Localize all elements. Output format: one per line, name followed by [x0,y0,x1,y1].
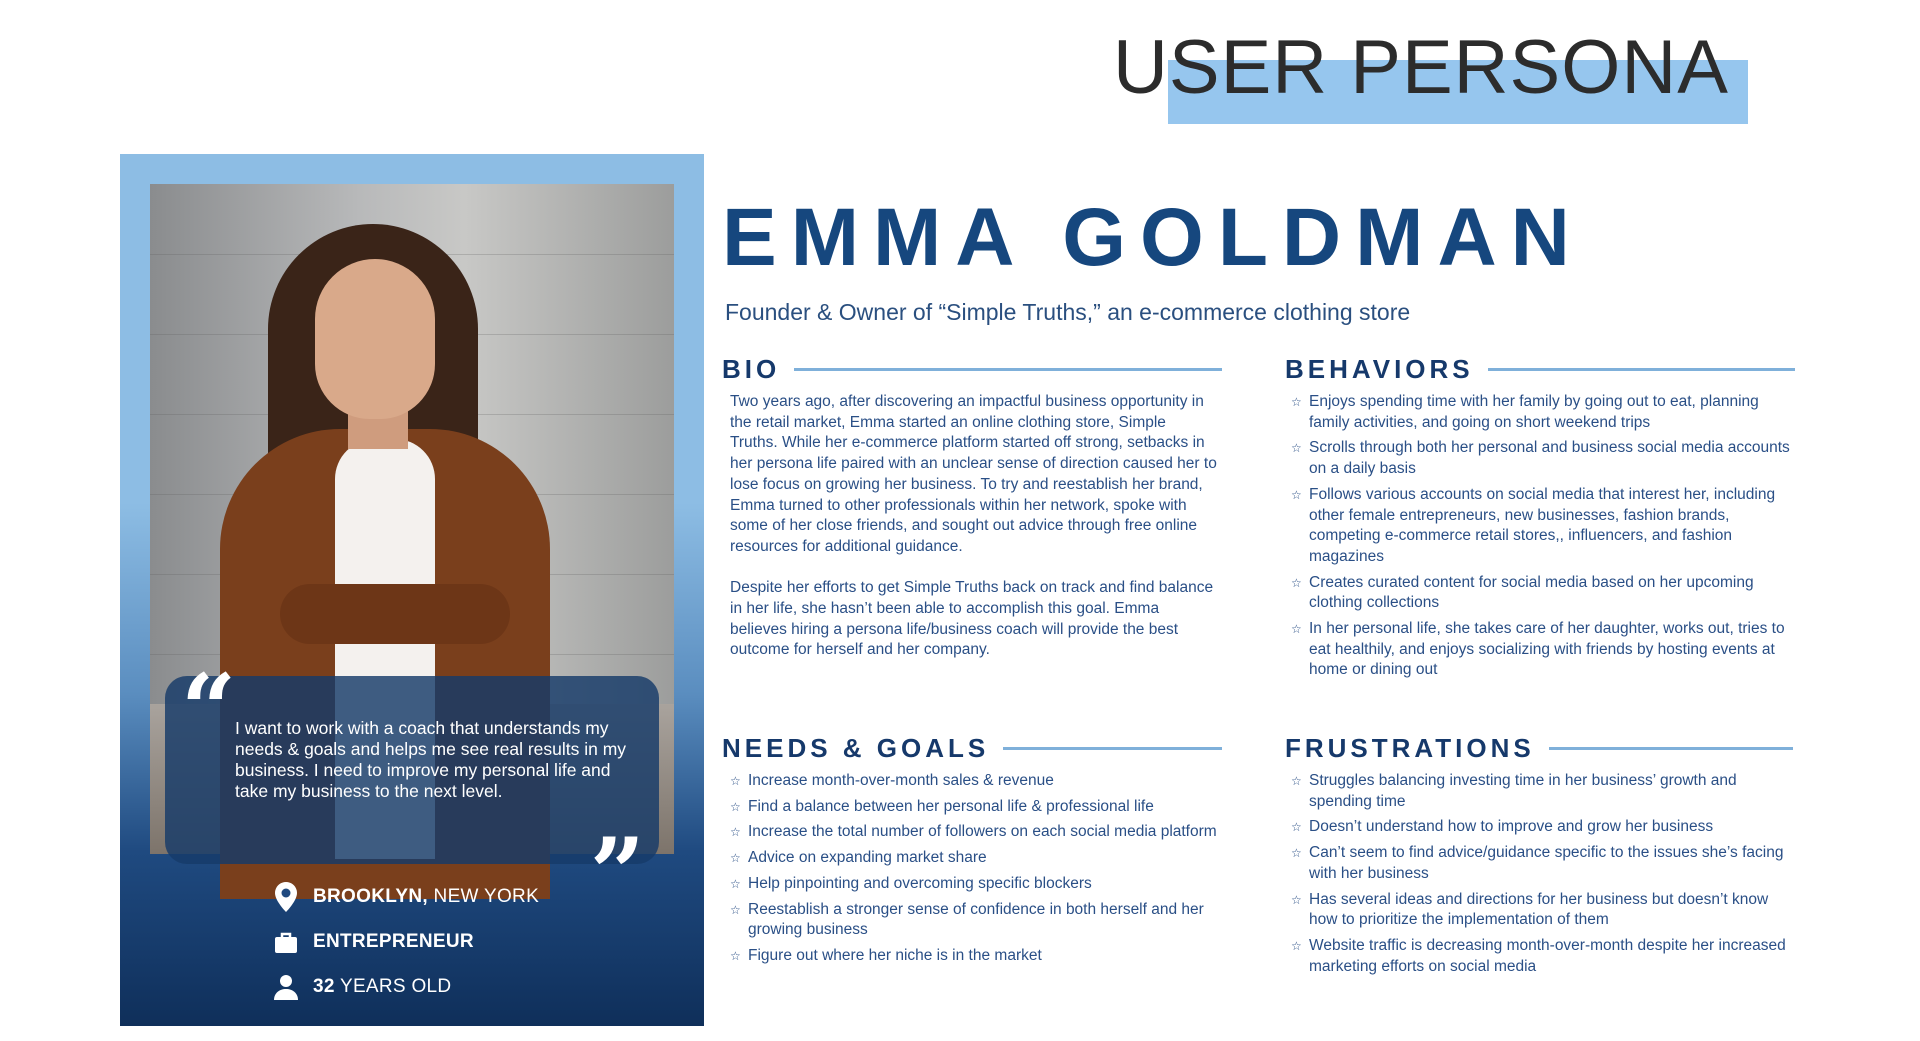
needs-goal-item: ☆ Figure out where her niche is in the market [730,946,1222,967]
persona-quote: I want to work with a coach that understands my needs & goals and helps me see real results in my business. I need to improve my personal life and take my business to the next level. [235,718,627,801]
title-area [1113,26,1733,126]
bio-paragraph: Two years ago, after discovering an impactful business opportunity in the retail market, Emma started an online clothing store, Simple Truths. While her e-commerce platform started off strong, setbacks in her persona life paired with an unclear sense of direction caused her to lose focus on growing her business. To try and reestablish her brand, Emma turned to other professionals within her network, spoke with some of her close friends, and sought out advice through free online resources for additional guidance. [730,393,1217,555]
location-pin-icon [273,882,299,912]
persona-subtitle: Founder & Owner of “Simple Truths,” an e-commerce clothing store [725,299,1411,325]
occupation-row [273,919,673,964]
occupation: ENTREPRENEUR [313,930,474,952]
needs-goals-divider [1003,747,1222,750]
persona-info-list [273,874,673,1009]
age-row [273,964,673,1009]
needs-goal-item: ☆ Advice on expanding market share [730,848,1222,869]
behaviors-section [1285,352,1795,686]
behaviors-heading: BEHAVIORS [1285,353,1474,384]
needs-goal-item: ☆ Find a balance between her personal life & professional life [730,797,1222,818]
page-title: USER PERSONA [1113,25,1729,110]
behavior-item: ☆ Scrolls through both her personal and business social media accounts on a daily basis [1291,438,1795,479]
needs-goal-item: ☆ Help pinpointing and overcoming specific blockers [730,874,1222,895]
location-row [273,874,673,919]
frustration-item: ☆ Doesn’t understand how to improve and grow her business [1291,817,1793,838]
age-label: YEARS OLD [334,975,452,997]
frustration-item: ☆ Can’t seem to find advice/guidance specific to the issues she’s facing with her business [1291,843,1793,884]
frustration-item: ☆ Has several ideas and directions for her business but doesn’t know how to prioritize the implementation of them [1291,890,1793,931]
briefcase-icon [273,927,299,957]
open-quote-icon: “ [181,653,237,766]
location-state: NEW YORK [427,885,540,907]
frustration-item: ☆ Struggles balancing investing time in her business’ growth and spending time [1291,771,1793,812]
person-icon [273,972,299,1002]
bio-heading: BIO [722,353,781,384]
behaviors-divider [1488,368,1795,371]
needs-goals-heading: NEEDS & GOALS [722,732,990,763]
frustrations-section [1285,731,1793,982]
needs-goal-item: ☆ Increase the total number of followers on each social media platform [730,822,1222,843]
frustrations-heading: FRUSTRATIONS [1285,732,1535,763]
bio-section [722,352,1222,682]
age-number: 32 [313,975,335,997]
bio-divider [794,368,1222,371]
persona-name: EMMA GOLDMAN [722,192,1584,283]
bio-paragraph: Despite her efforts to get Simple Truths back on track and find balance in her life, she hasn’t been able to accomplish this goal. Emma believes hiring a persona life/business coach will provide the best outcome for herself and her company. [730,579,1214,659]
behavior-item: ☆ Follows various accounts on social media that interest her, including other female entrepreneurs, new businesses, fashion brands, competing e-commerce retail stores,, influencers, and fashion magazines [1291,485,1795,568]
close-quote-icon: ” [589,817,645,930]
behavior-item: ☆ Enjoys spending time with her family by going out to eat, planning family activities, and going on short weekend trips [1291,392,1795,433]
frustrations-divider [1549,747,1793,750]
behavior-item: ☆ Creates curated content for social media based on her upcoming clothing collections [1291,573,1795,614]
behavior-item: ☆ In her personal life, she takes care of her daughter, works out, tries to eat healthily, and enjoys socializing with friends by hosting events at home or dining out [1291,619,1795,681]
needs-goal-item: ☆ Increase month-over-month sales & revenue [730,771,1222,792]
needs-goals-section [722,731,1222,972]
needs-goal-item: ☆ Reestablish a stronger sense of confidence in both herself and her growing business [730,900,1222,941]
location-city: BROOKLYN, [313,885,428,907]
persona-card [120,154,704,1026]
frustration-item: ☆ Website traffic is decreasing month-over-month despite her increased marketing efforts on social media [1291,936,1793,977]
